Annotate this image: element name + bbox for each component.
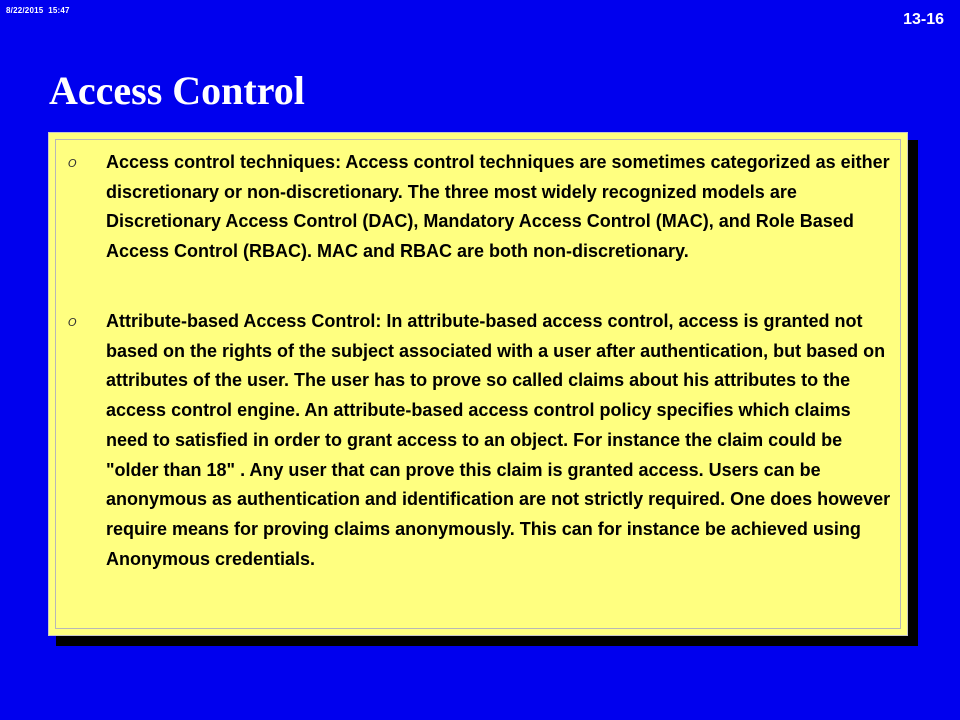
bullet-text: Access control techniques: Access control techniques are sometimes categorized as either discretionary or non-discretionary. The three most widely recognized models are Discretionary Access Control (DAC), Mandatory Access Control (MAC), and Role Based Access Control (RBAC). MAC and RBAC are both non-discretionary. <box>106 152 890 262</box>
slide-title: Access Control <box>49 68 305 113</box>
slide-number: 13-16 <box>903 11 944 28</box>
bullet-marker-icon: O <box>68 316 77 329</box>
bullet-marker-icon: O <box>68 157 77 170</box>
date-stamp: 8/22/2015 15:47 <box>6 6 70 15</box>
bullet-text: Attribute-based Access Control: In attribute-based access control, access is granted not based on the rights of the subject associated with a user after authentication, but based on attributes of the user. The user has to prove so called claims about his attributes to the access control engine. An attribute-based access control policy specifies which claims need to satisfied in order to grant access to an object. For instance the claim could be "older than 18" . Any user that can prove this claim is granted access. Users can be anonymous as authentication and identification are not strictly required. One does however require means for proving claims anonymously. This can for instance be achieved using Anonymous credentials. <box>106 311 891 569</box>
content-box <box>48 132 908 636</box>
